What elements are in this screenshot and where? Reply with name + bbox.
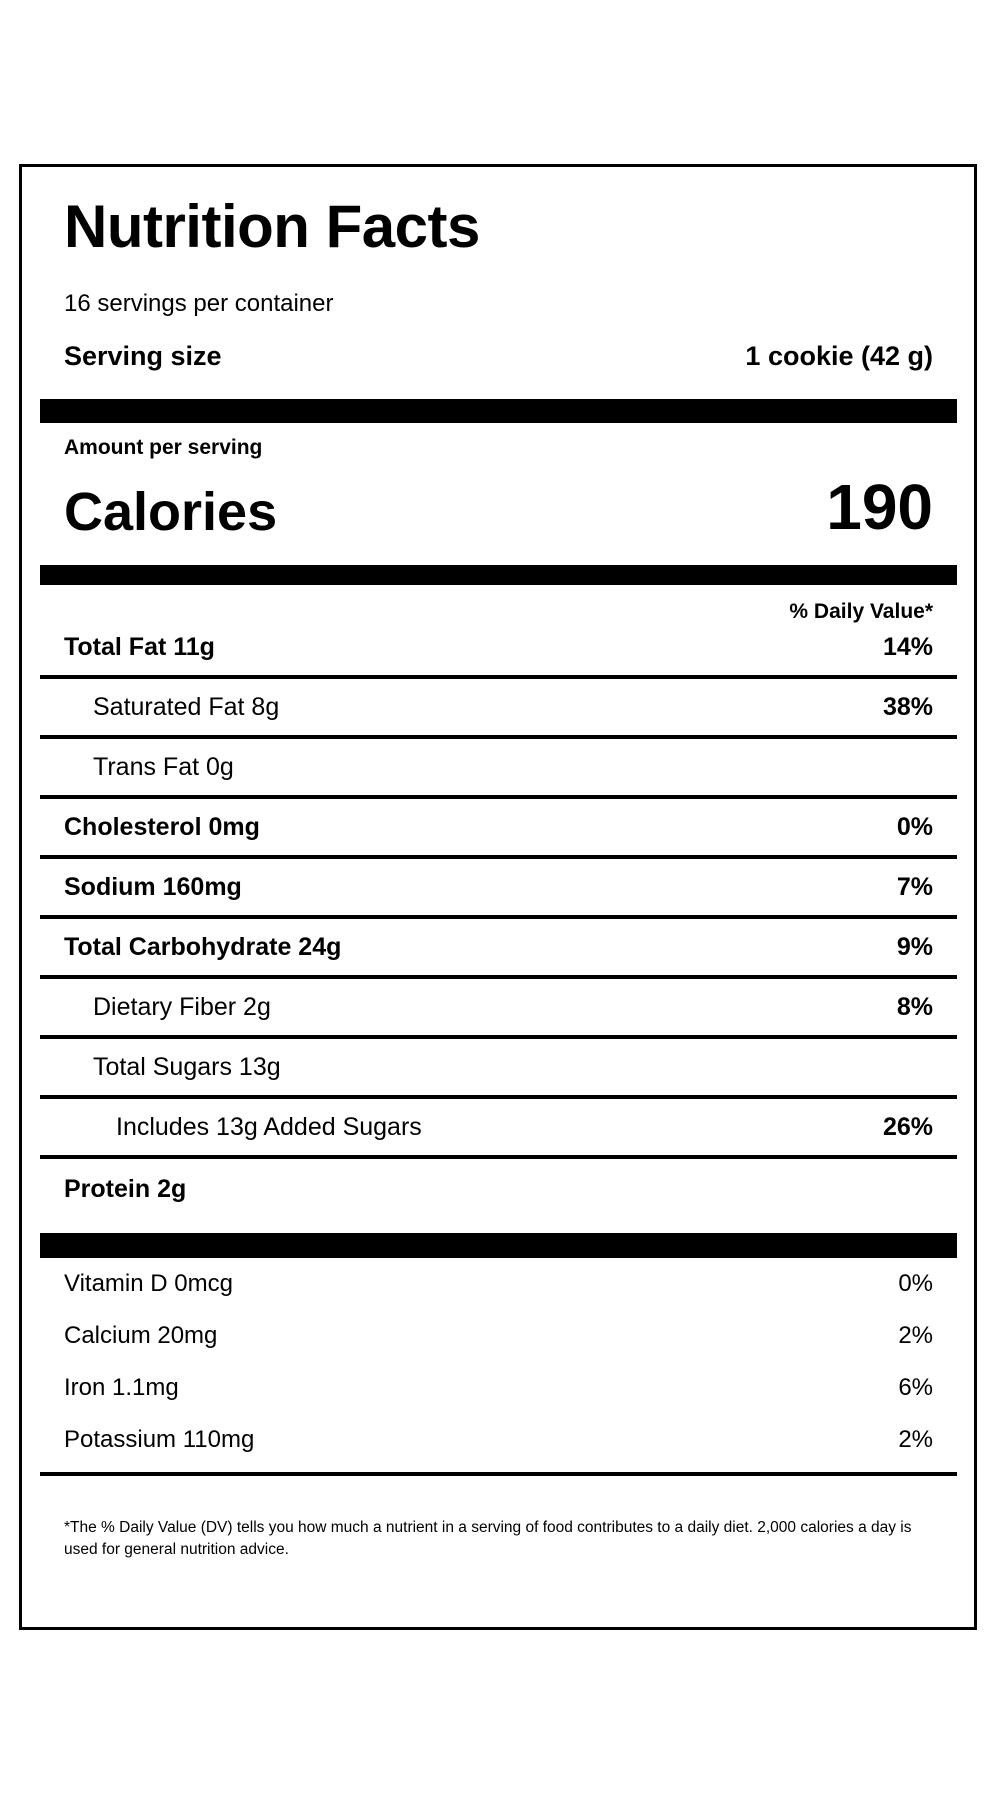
nutrient-name: Saturated Fat 8g: [93, 692, 280, 721]
nutrient-name: Sodium 160mg: [64, 872, 242, 901]
vitamin-name: Vitamin D 0mcg: [64, 1270, 233, 1297]
nutrient-row-total-sugars: [40, 1039, 957, 1099]
nutrient-name: Includes 13g Added Sugars: [116, 1112, 422, 1141]
calories-row: [64, 471, 933, 543]
thick-divider-top: [40, 399, 957, 423]
serving-size-label: Serving size: [64, 341, 222, 371]
vitamin-name: Calcium 20mg: [64, 1322, 218, 1349]
nutrient-dv: 9%: [896, 932, 933, 961]
nutrient-name: Cholesterol 0mg: [64, 812, 260, 841]
calories-value: 190: [826, 471, 933, 543]
nutrient-list: [40, 619, 957, 1219]
nutrient-row-dietary-fiber: [40, 979, 957, 1039]
nutrient-dv: 0%: [896, 812, 933, 841]
nutrient-name: Protein 2g: [64, 1174, 187, 1203]
thick-divider-vitamins: [40, 1233, 957, 1258]
vitamin-row-potassium: [40, 1414, 957, 1466]
daily-value-header: % Daily Value*: [789, 600, 933, 623]
label-inner: [40, 167, 957, 1627]
vitamin-name: Potassium 110mg: [64, 1426, 255, 1453]
vitamin-name: Iron 1.1mg: [64, 1374, 179, 1401]
vitamin-row-vitamin-d: [40, 1258, 957, 1310]
amount-per-serving: Amount per serving: [64, 436, 263, 459]
vitamin-row-calcium: [40, 1310, 957, 1362]
nutrient-row-sodium: [40, 859, 957, 919]
calories-label: Calories: [64, 482, 278, 542]
serving-size-row: [64, 343, 933, 370]
nutrient-name: Trans Fat 0g: [93, 752, 234, 781]
divider-before-footnote: [40, 1472, 957, 1476]
thick-divider-calories: [40, 565, 957, 585]
nutrient-row-protein: [40, 1159, 957, 1219]
servings-per-container: 16 servings per container: [64, 290, 334, 317]
vitamin-dv: 0%: [898, 1270, 933, 1297]
vitamin-dv: 2%: [898, 1426, 933, 1453]
nutrient-name: Total Fat 11g: [64, 632, 215, 661]
vitamin-list: [40, 1258, 957, 1466]
nutrient-dv: 26%: [882, 1112, 933, 1141]
nutrition-facts-label: [19, 164, 977, 1630]
label-title: Nutrition Facts: [64, 193, 480, 260]
daily-value-footnote: *The % Daily Value (DV) tells you how much a nutrient in a serving of food contributes to a daily diet. 2,000 calories a day is used for general nutrition advice.: [64, 1519, 912, 1559]
nutrient-row-saturated-fat: [40, 679, 957, 739]
nutrient-row-added-sugars: [40, 1099, 957, 1159]
serving-size-value: 1 cookie (42 g): [745, 341, 933, 371]
nutrient-dv: 8%: [896, 992, 933, 1021]
nutrient-row-trans-fat: [40, 739, 957, 799]
nutrient-name: Dietary Fiber 2g: [93, 992, 271, 1021]
vitamin-dv: 2%: [898, 1322, 933, 1349]
nutrient-dv: 38%: [882, 692, 933, 721]
nutrient-name: Total Sugars 13g: [93, 1052, 281, 1081]
nutrient-name: Total Carbohydrate 24g: [64, 932, 342, 961]
nutrient-dv: 14%: [882, 632, 933, 661]
nutrient-row-total-fat: [40, 619, 957, 679]
vitamin-row-iron: [40, 1362, 957, 1414]
vitamin-dv: 6%: [898, 1374, 933, 1401]
nutrient-row-cholesterol: [40, 799, 957, 859]
nutrient-row-total-carbohydrate: [40, 919, 957, 979]
nutrient-dv: 7%: [896, 872, 933, 901]
